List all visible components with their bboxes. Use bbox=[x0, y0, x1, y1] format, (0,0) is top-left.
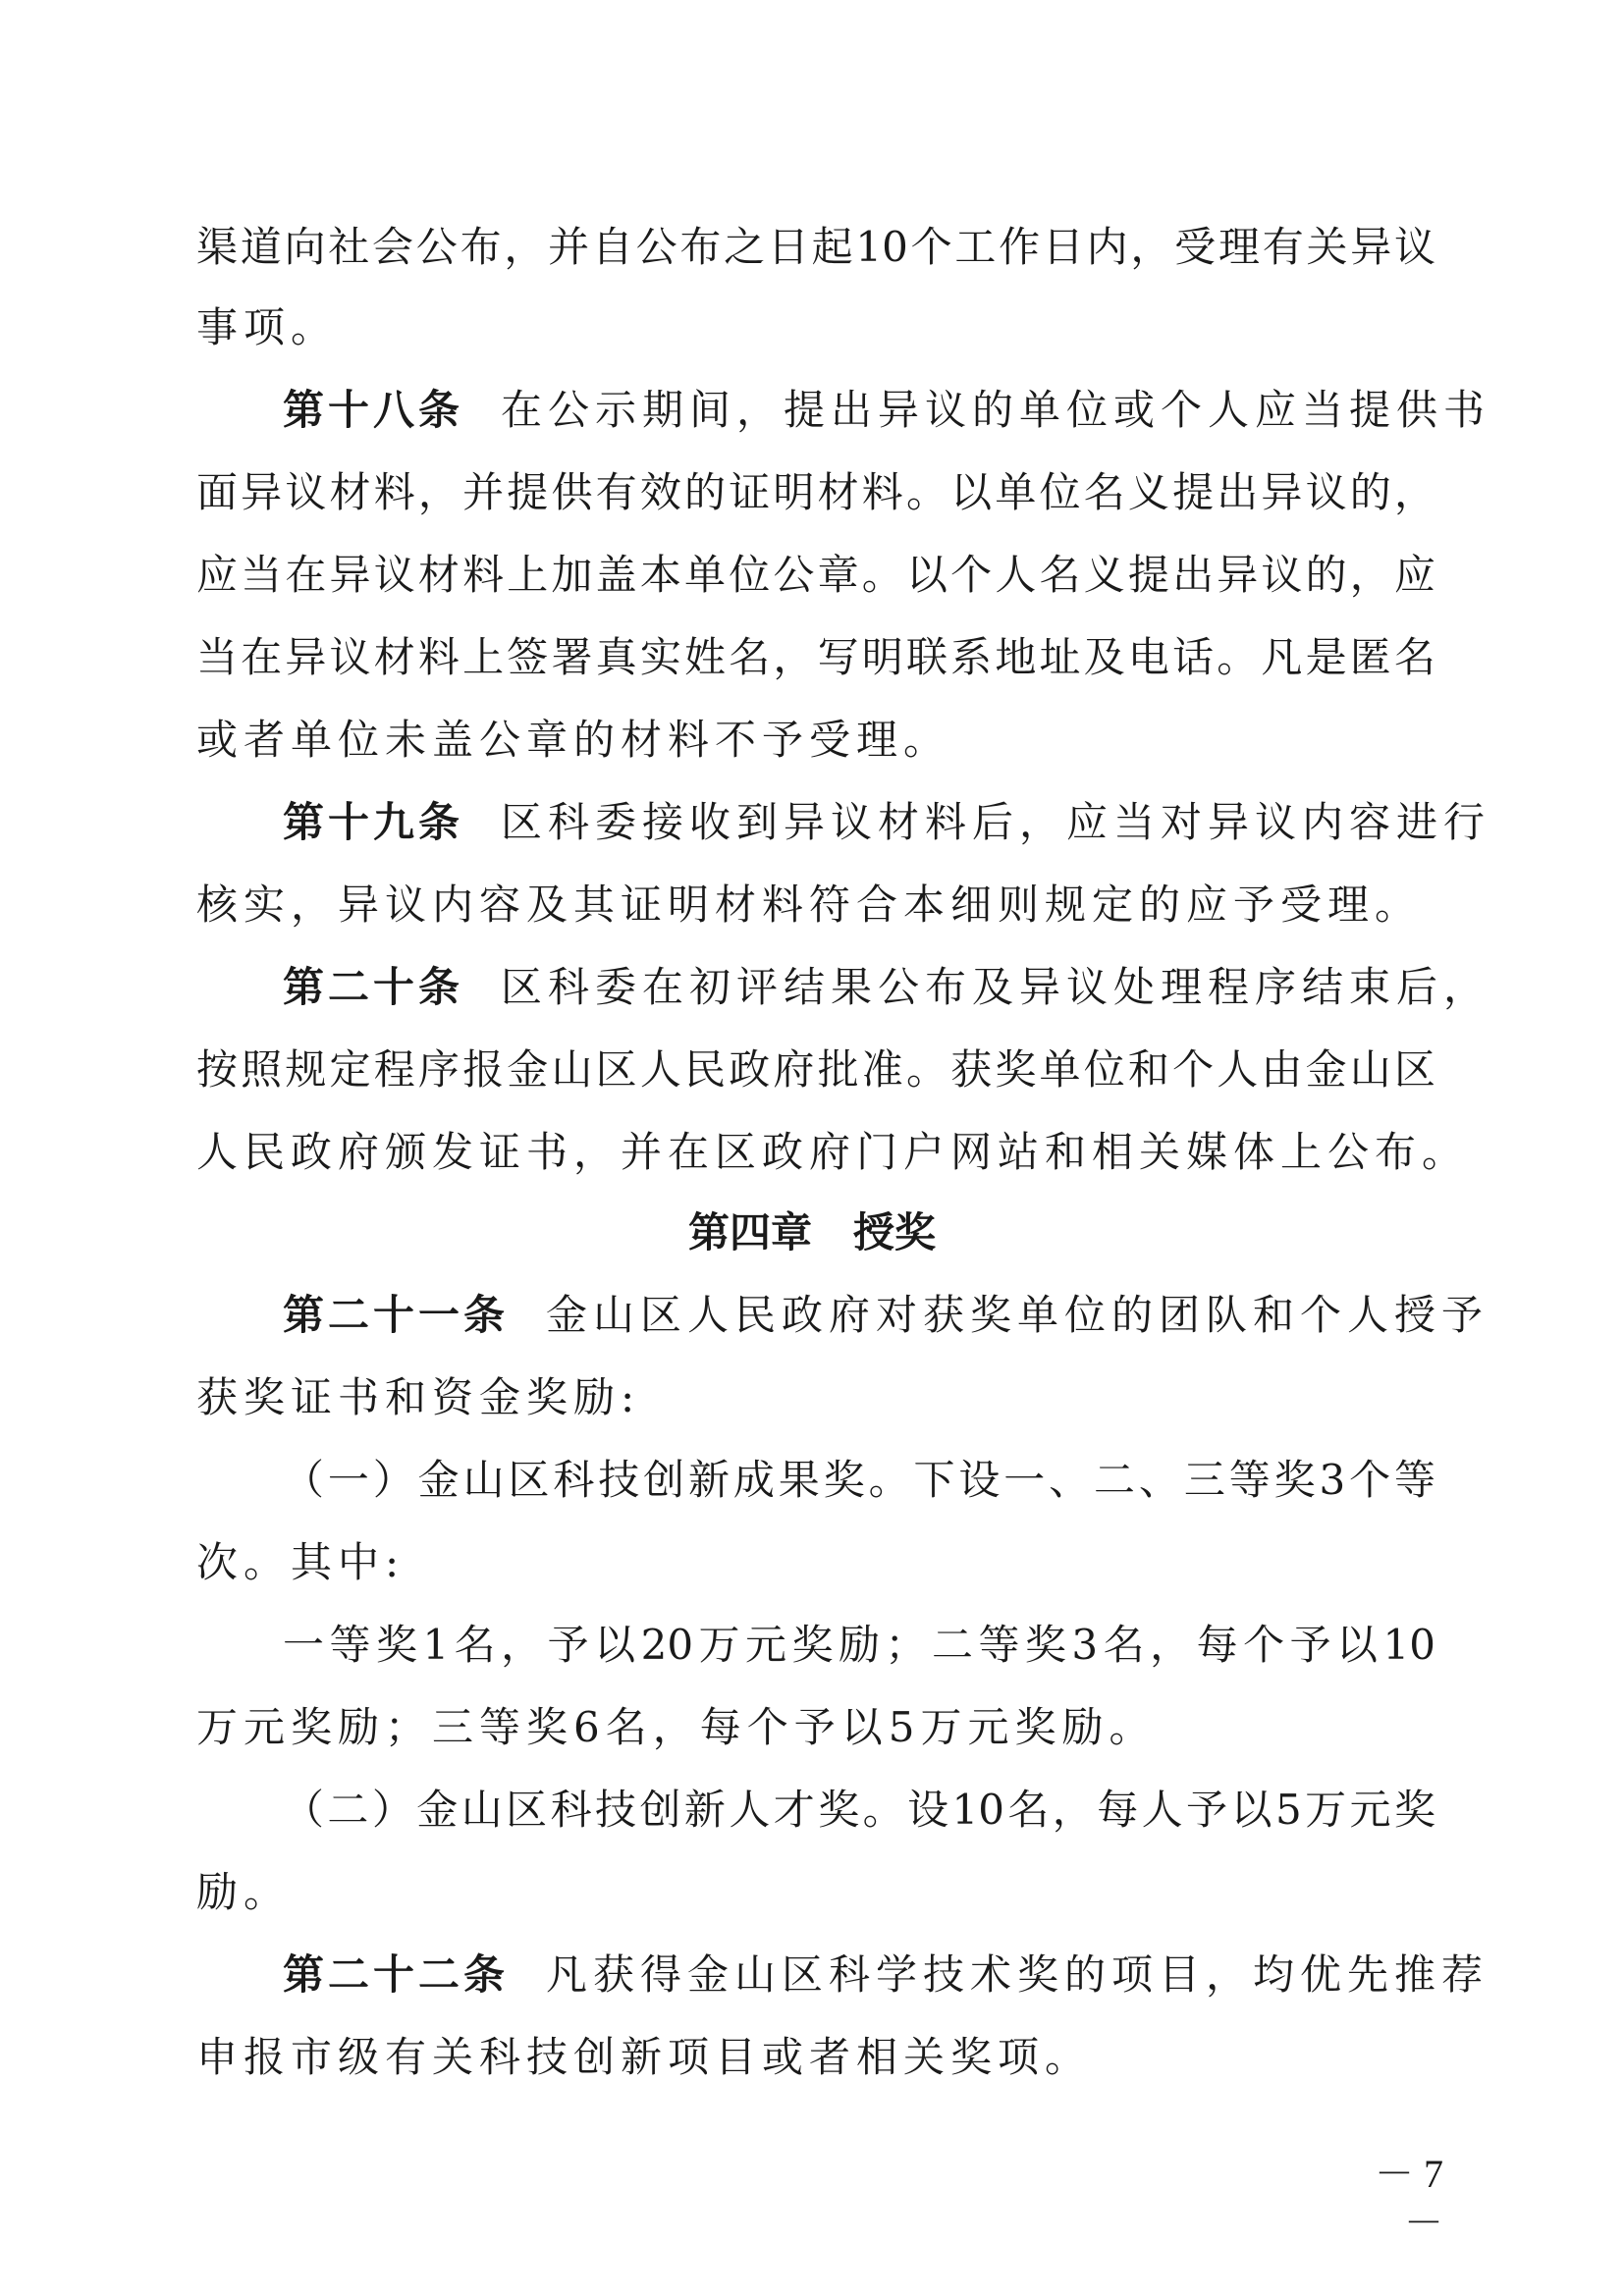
article-22 bbox=[283, 1948, 1489, 2002]
paragraph-line: 渠道向社会公布，并自公布之日起10个工作日内，受理有关异议 bbox=[196, 223, 1435, 271]
article-21 bbox=[283, 1288, 1489, 1343]
article-21-label: 第二十一条 bbox=[283, 1291, 510, 1339]
paragraph-line: 次。其中: bbox=[196, 1538, 406, 1586]
paragraph-line: 应当在异议材料上加盖本单位公章。以个人名义提出异议的，应 bbox=[196, 551, 1435, 599]
paragraph-line: 当在异议材料上签署真实姓名，写明联系地址及电话。凡是匿名 bbox=[196, 633, 1435, 681]
article-18-text: 在公示期间，提出异议的单位或个人应当提供书 bbox=[501, 386, 1491, 434]
chapter-number: 第四章 bbox=[687, 1208, 812, 1256]
article-19-text: 区科委接收到异议材料后，应当对异议内容进行 bbox=[501, 798, 1491, 846]
paragraph-line: 万元奖励；三等奖6名，每个予以5万元奖励。 bbox=[196, 1703, 1157, 1751]
paragraph-line: 面异议材料，并提供有效的证明材料。以单位名义提出异议的， bbox=[196, 468, 1435, 516]
paragraph-line: 获奖证书和资金奖励: bbox=[196, 1373, 641, 1421]
paragraph-line: 事项。 bbox=[196, 303, 339, 351]
item-1-line: （一）金山区科技创新成果奖。下设一、二、三等奖3个等 bbox=[283, 1456, 1435, 1504]
article-18 bbox=[283, 383, 1491, 438]
article-22-text: 凡获得金山区科学技术奖的项目，均优先推荐 bbox=[546, 1950, 1489, 1999]
article-19 bbox=[283, 795, 1491, 850]
article-20-text: 区科委在初评结果公布及异议处理程序结束后， bbox=[501, 963, 1491, 1011]
paragraph-line: 核实，异议内容及其证明材料符合本细则规定的应予受理。 bbox=[196, 881, 1423, 929]
paragraph-line: 或者单位未盖公章的材料不予受理。 bbox=[196, 716, 951, 764]
item-2-line: （二）金山区科技创新人才奖。设10名，每人予以5万元奖 bbox=[283, 1786, 1435, 1834]
article-19-label: 第十九条 bbox=[283, 798, 464, 846]
article-22-label: 第二十二条 bbox=[283, 1950, 510, 1999]
chapter-title: 授奖 bbox=[853, 1208, 937, 1256]
page-number: － 7 － bbox=[1375, 2152, 1443, 2245]
article-18-label: 第十八条 bbox=[283, 386, 464, 434]
article-21-text: 金山区人民政府对获奖单位的团队和个人授予 bbox=[546, 1291, 1489, 1339]
paragraph-line: 人民政府颁发证书，并在区政府门户网站和相关媒体上公布。 bbox=[196, 1128, 1470, 1176]
paragraph-line: 按照规定程序报金山区人民政府批准。获奖单位和个人由金山区 bbox=[196, 1045, 1435, 1094]
article-20 bbox=[283, 960, 1491, 1015]
paragraph-line: 申报市级有关科技创新项目或者相关奖项。 bbox=[196, 2033, 1093, 2081]
item-1-awards-line: 一等奖1名，予以20万元奖励；二等奖3名，每个予以10 bbox=[283, 1621, 1435, 1669]
paragraph-line: 励。 bbox=[196, 1868, 292, 1916]
chapter-heading bbox=[0, 1205, 1624, 1260]
article-20-label: 第二十条 bbox=[283, 963, 464, 1011]
